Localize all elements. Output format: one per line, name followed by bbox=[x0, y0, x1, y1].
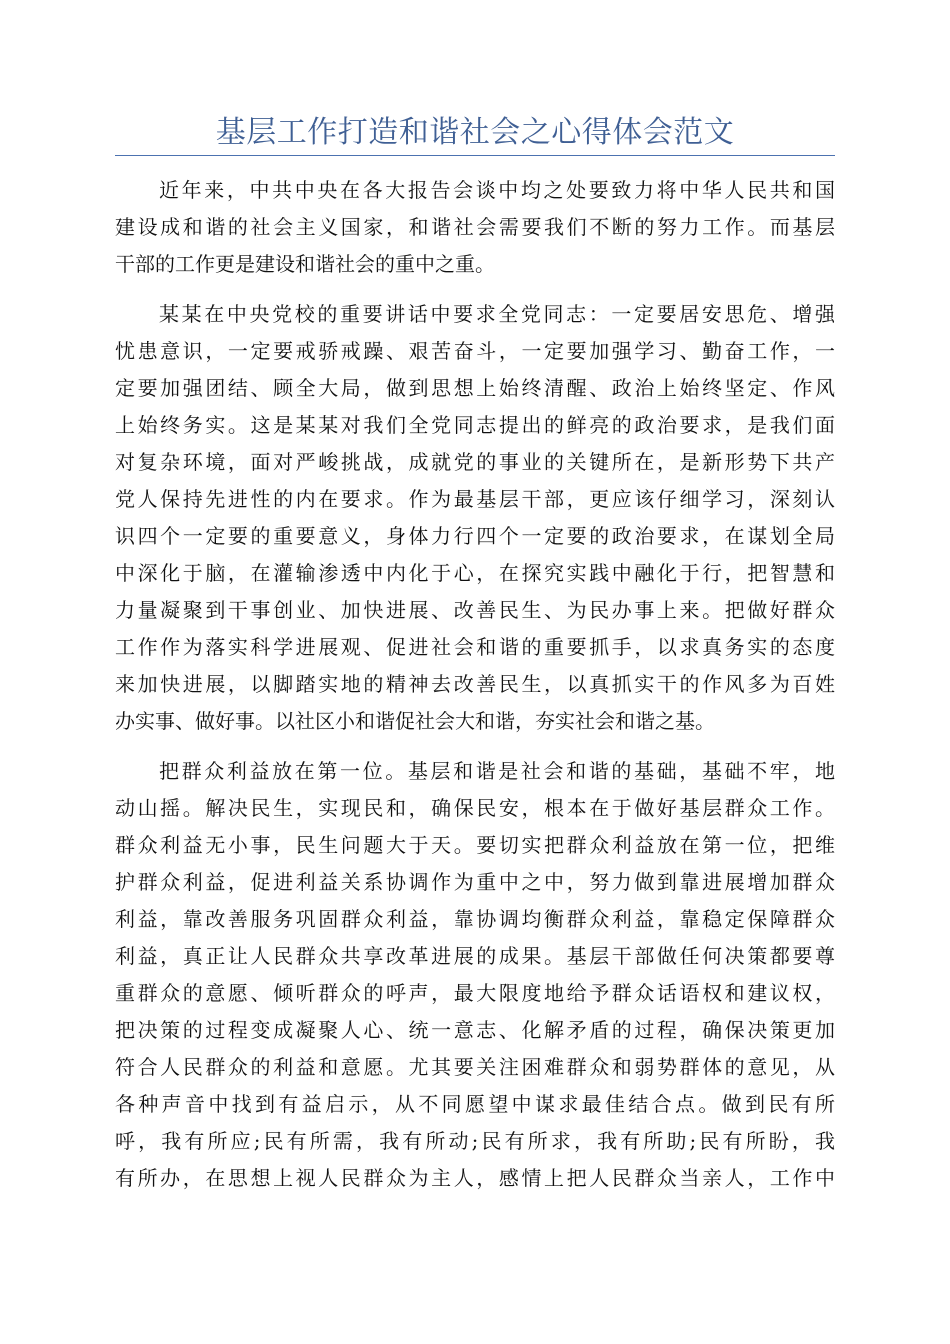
text-line: 识四个一定要的重要意义，身体力行四个一定要的政治要求，在谋划全局 bbox=[115, 524, 835, 548]
text-line: 干部的工作更是建设和谐社会的重中之重。 bbox=[115, 252, 495, 276]
text-line: 把群众利益放在第一位。基层和谐是社会和谐的基础，基础不牢，地 bbox=[159, 759, 835, 783]
text-line: 呼，我有所应;民有所需，我有所动;民有所求，我有所助;民有所盼，我 bbox=[115, 1129, 835, 1153]
document-body bbox=[115, 172, 835, 1210]
document-title: 基层工作打造和谐社会之心得体会范文 bbox=[215, 115, 735, 150]
text-line: 重群众的意愿、倾听群众的呼声，最大限度地给予群众话语权和建议权， bbox=[115, 981, 835, 1005]
text-line: 对复杂环境，面对严峻挑战，成就党的事业的关键所在，是新形势下共产 bbox=[115, 450, 835, 474]
text-line: 符合人民群众的利益和意愿。尤其要关注困难群众和弱势群体的意见，从 bbox=[115, 1055, 835, 1079]
paragraph-1 bbox=[115, 172, 835, 283]
paragraph-2 bbox=[115, 296, 835, 740]
text-line: 把决策的过程变成凝聚人心、统一意志、化解矛盾的过程，确保决策更加 bbox=[115, 1018, 835, 1042]
text-line: 利益，靠改善服务巩固群众利益，靠协调均衡群众利益，靠稳定保障群众 bbox=[115, 907, 835, 931]
text-line: 群众利益无小事，民生问题大于天。要切实把群众利益放在第一位，把维 bbox=[115, 833, 835, 857]
paragraph-3 bbox=[115, 753, 835, 1197]
text-line: 办实事、做好事。以社区小和谐促社会大和谐，夯实社会和谐之基。 bbox=[115, 709, 715, 733]
title-underline bbox=[115, 155, 835, 156]
text-line: 上始终务实。这是某某对我们全党同志提出的鲜亮的政治要求，是我们面 bbox=[115, 413, 835, 437]
text-line: 工作作为落实科学进展观、促进社会和谐的重要抓手，以求真务实的态度 bbox=[115, 635, 835, 659]
text-line: 某某在中央党校的重要讲话中要求全党同志：一定要居安思危、增强 bbox=[159, 302, 835, 326]
text-line: 有所办，在思想上视人民群众为主人，感情上把人民群众当亲人，工作中 bbox=[115, 1166, 835, 1190]
text-line: 建设成和谐的社会主义国家，和谐社会需要我们不断的努力工作。而基层 bbox=[115, 215, 835, 239]
text-line: 动山摇。解决民生，实现民和，确保民安，根本在于做好基层群众工作。 bbox=[115, 796, 835, 820]
text-line: 利益，真正让人民群众共享改革进展的成果。基层干部做任何决策都要尊 bbox=[115, 944, 835, 968]
text-line: 各种声音中找到有益启示，从不同愿望中谋求最佳结合点。做到民有所 bbox=[115, 1092, 835, 1116]
text-line: 近年来，中共中央在各大报告会谈中均之处要致力将中华人民共和国 bbox=[159, 178, 835, 202]
text-line: 忧患意识，一定要戒骄戒躁、艰苦奋斗，一定要加强学习、勤奋工作，一 bbox=[115, 339, 835, 363]
text-line: 来加快进展，以脚踏实地的精神去改善民生，以真抓实干的作风多为百姓 bbox=[115, 672, 835, 696]
text-line: 力量凝聚到干事创业、加快进展、改善民生、为民办事上来。把做好群众 bbox=[115, 598, 835, 622]
text-line: 中深化于脑，在灌输渗透中内化于心，在探究实践中融化于行，把智慧和 bbox=[115, 561, 835, 585]
text-line: 党人保持先进性的内在要求。作为最基层干部，更应该仔细学习，深刻认 bbox=[115, 487, 835, 511]
text-line: 定要加强团结、顾全大局，做到思想上始终清醒、政治上始终坚定、作风 bbox=[115, 376, 835, 400]
text-line: 护群众利益，促进利益关系协调作为重中之中，努力做到靠进展增加群众 bbox=[115, 870, 835, 894]
